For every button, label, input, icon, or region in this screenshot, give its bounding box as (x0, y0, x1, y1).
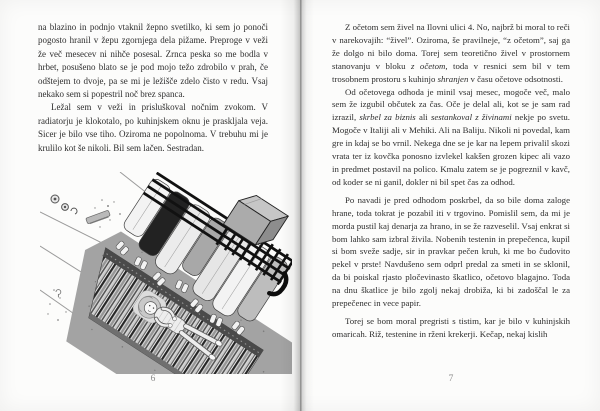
hallway-illustration (40, 172, 292, 374)
page-number-left: 6 (150, 374, 156, 384)
door-stopper (86, 210, 111, 224)
paragraph: Z očetom sem živel na Ilovni ulici 4. No, najbrž bi moral to reči v narekovajih: “živel”. Oziroma, še pravilneje, “z očetom”, saj ga že dolgo ni bilo doma. Torej sem teoretično živel v prostornem stanovanju v bloku z očetom, toda v resnici sem bil v tem trosobnem prostoru s kuhinjo shranjen v času očetove odsotnosti. (332, 22, 570, 84)
left-page-text (38, 21, 268, 155)
paragraph: Po navadi je pred odhodom poskrbel, da so bile doma zaloge hrane, toda tokrat je pozabil iti v trgovino. Pomislil sem, da mi je morda pustil kaj denarja za hrano, in se že razveselil. Vsaj enkrat si bom lahko sam izbral živila. Nobenih testenin in prepečenca, kupil si bom sveže sadje, sir in pravkar pečen kruh, ki me bo čudovito pekel v prste! Navdušeno sem odprl predal za smeti in se sklonil, da bi poiskal rjasto pločevinasto škatlico, očetovo blagajno. Toda na dnu škatlice je bilo zgolj nekaj drobiža, ki bi zadoščal le za prepečenec in vece papir. (332, 194, 570, 309)
door-hinge-icon (51, 195, 77, 214)
page-number-right: 7 (448, 374, 454, 384)
paragraph: Od očetovega odhoda je minil vsaj mesec, mogoče več, malo sem že izgubil občutek za čas. Oče je delal ali, kot se je sam rad izrazil, skrbel za biznis ali sestankoval z živinami nekje po svetu. Mogoče v Italiji ali v Mehiki. Ali na Baliju. Nikoli ni povedal, kam gre in kdaj se bo vrnil. Nekega dne se je kar na lepem privalil skozi vrata ter iz kovčka ponosno izvlekel kakšen grozen kipec ali vazo in predmet postavil na polico. Kmalu zatem se je pogreznil v kavč, od koder se ni ganil, dokler ni bil spet čas za odhod. (332, 86, 570, 187)
paragraph: Ležal sem v veži in prisluškoval nočnim zvokom. V radiatorju je klokotalo, po kuhinjskem oknu je praskljala veja. Sicer je bilo vse tiho. Oziroma ne popolnoma. V trebuhu mi je krulilo kot še nikoli. Bil sem lačen. Sestradan. (38, 102, 268, 153)
paragraph: na blazino in podnjo vtaknil žepno svetilko, ki sem jo ponoči pogosto hranil v žepu zgornjega dela pižame. Preproge v veži že več mesecev ni nihče posesal. Zrnca peska so me bodla v hrbet, posušeno blato se je pod mojo težo zdrobilo v prah, če odštejem to dvoje, pa se mi je ležišče zdelo čisto v redu. Vsaj nekako sem si popestril noč brez spanca. (38, 22, 268, 100)
right-page-text (332, 21, 570, 341)
paragraph: Torej se bom moral pregristi s tistim, kar je bilo v kuhinjskih omaricah. Riž, testenine in rženi krekerji. Kečap, nekaj kislih (332, 315, 570, 339)
